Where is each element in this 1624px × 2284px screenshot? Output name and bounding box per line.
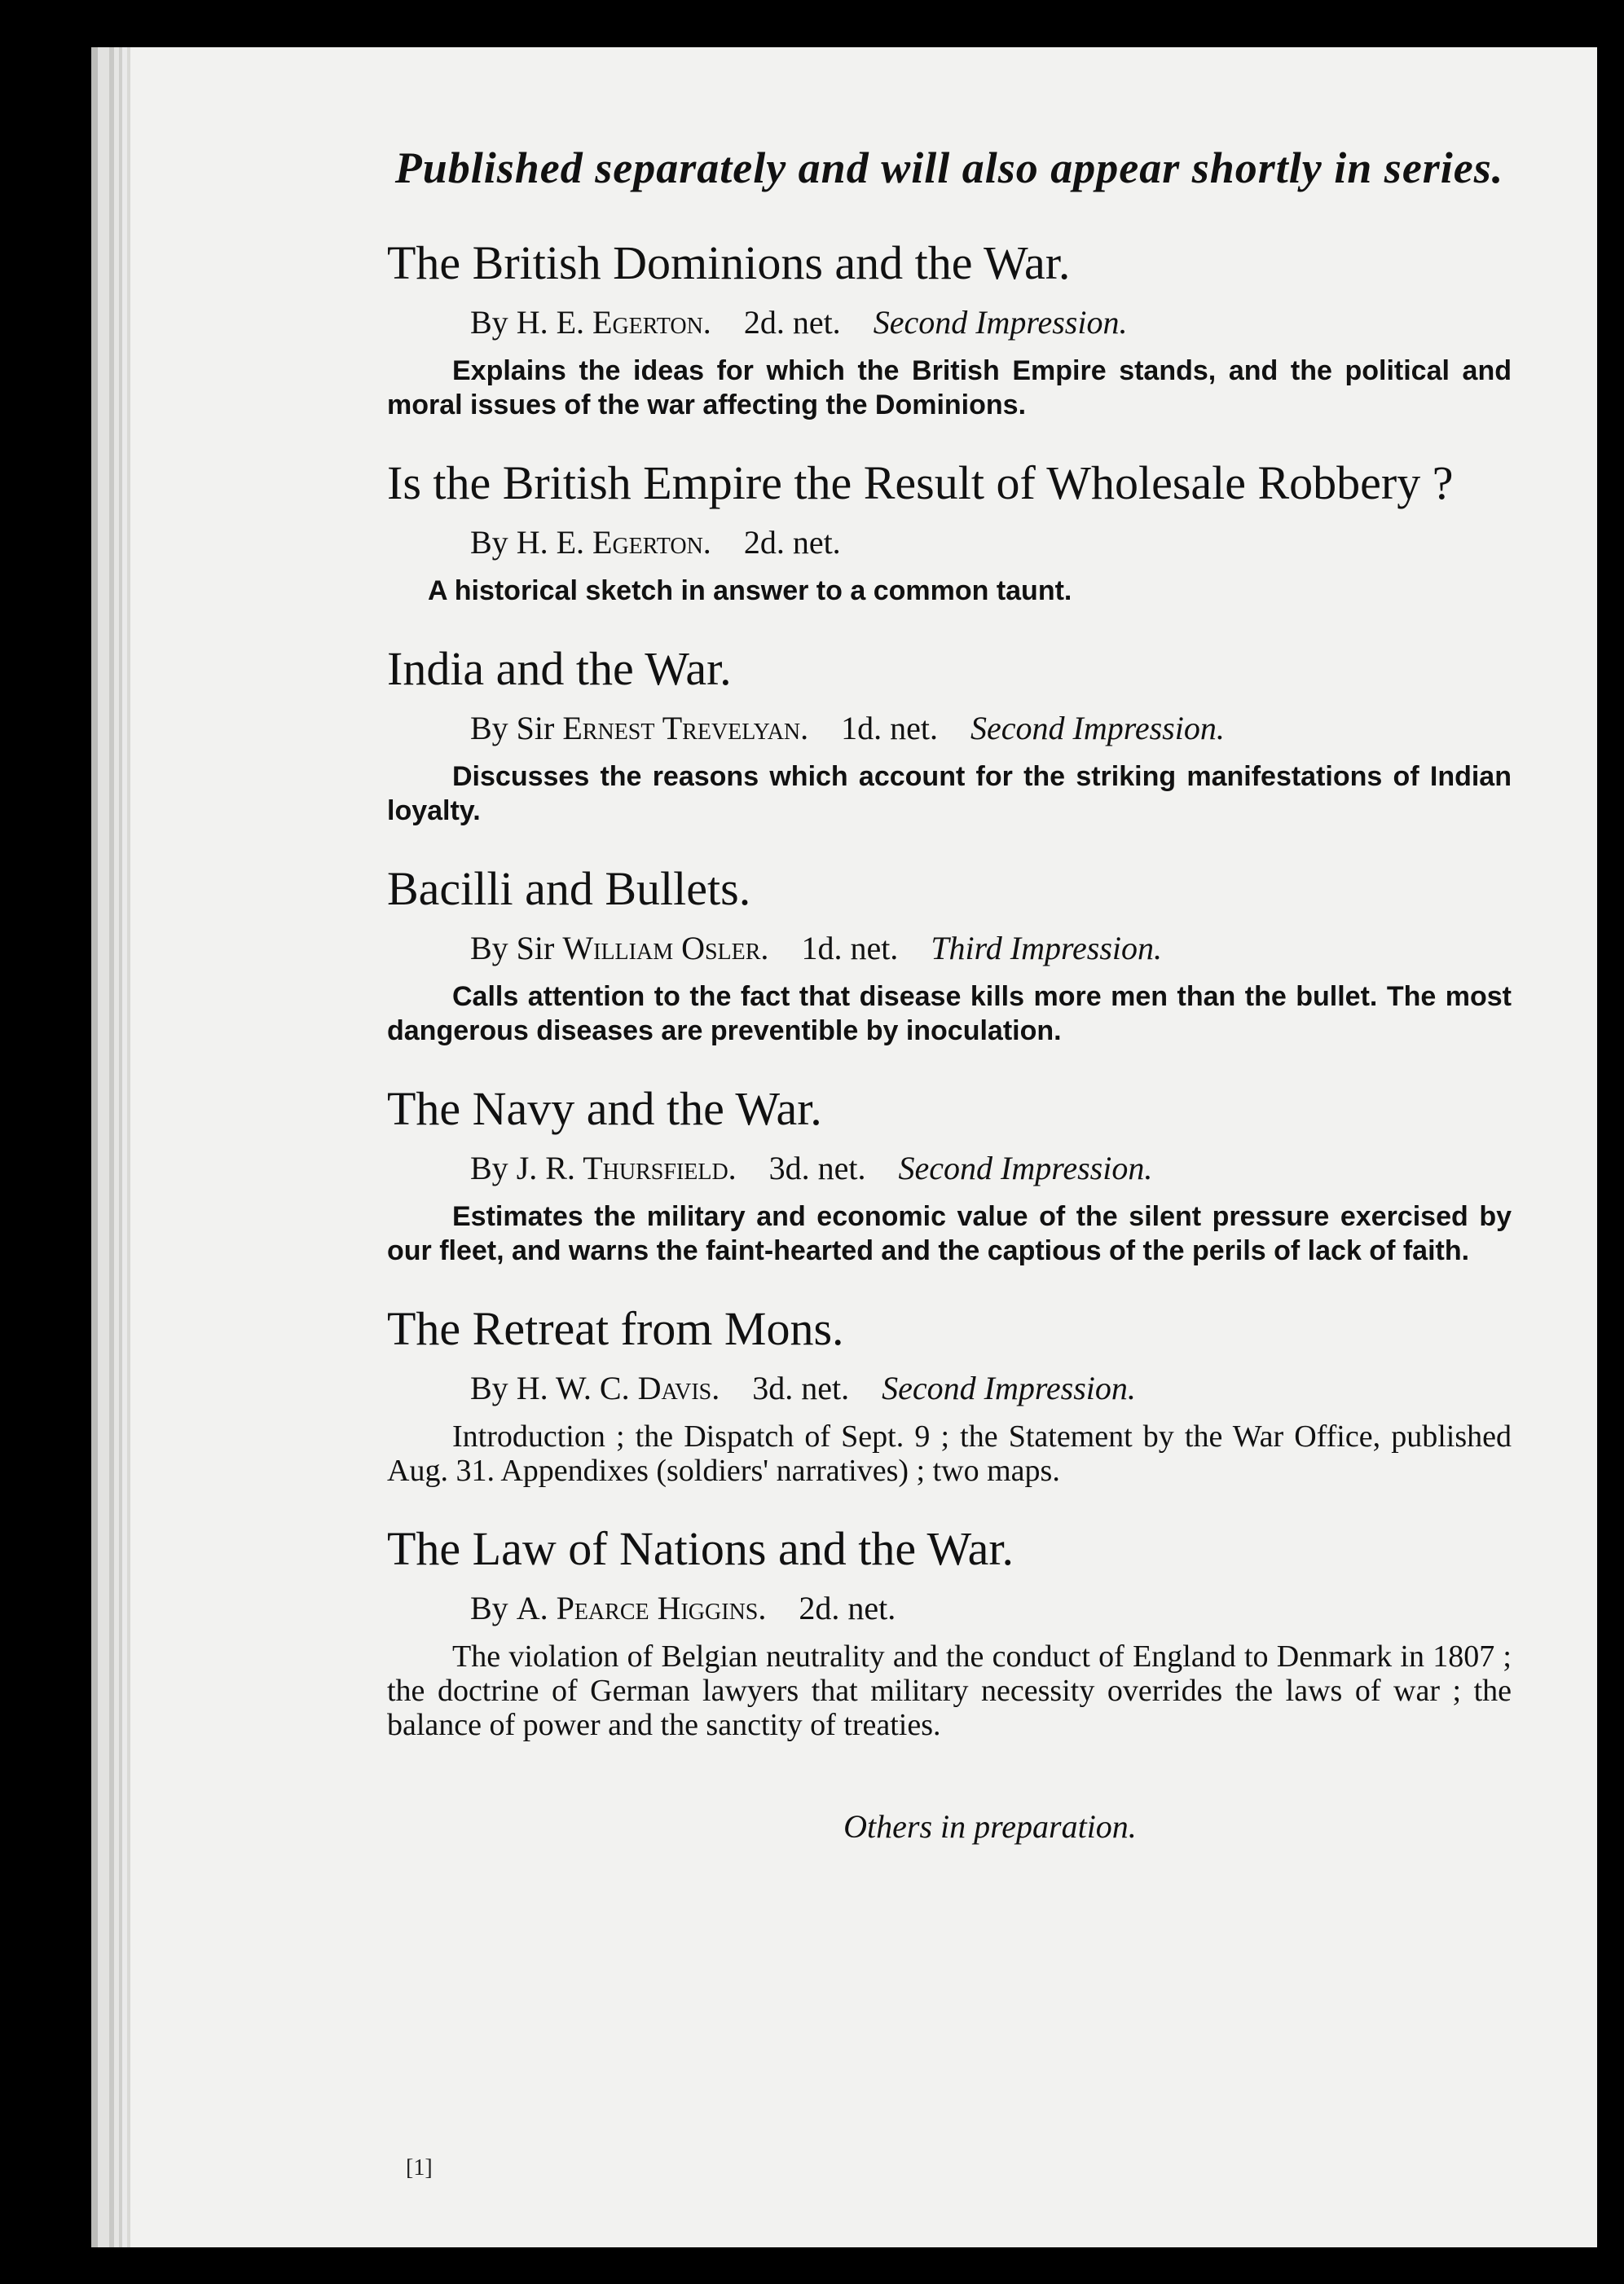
entry-price: 2d. net. — [743, 524, 841, 561]
entry-price: 3d. net. — [768, 1150, 866, 1186]
byline-prefix: By — [470, 1370, 508, 1406]
entry-description: Estimates the military and economic value of the silent pressure exercised by our fleet, and warns the faint-hearted and the captious of the perils of lack of faith. — [387, 1201, 1512, 1266]
entry-title: Is the British Empire the Result of Wholesale Robbery ? — [387, 456, 1454, 509]
book-binding-edge — [96, 57, 104, 2241]
entry-author: J. R. Thursfield. — [516, 1150, 737, 1186]
entry-author: H. E. Egerton. — [516, 524, 711, 561]
page-number: [1] — [406, 2155, 433, 2181]
entry-title: The British Dominions and the War. — [387, 236, 1071, 289]
series-header: Published separately and will also appear shortly in series. — [394, 143, 1504, 192]
publication-entry — [387, 236, 1512, 422]
entry-impression: Second Impression. — [970, 710, 1225, 746]
entry-title: India and the War. — [387, 642, 732, 695]
entry-byline — [470, 300, 1512, 345]
entry-title: Bacilli and Bullets. — [387, 862, 751, 915]
entry-impression: Second Impression. — [882, 1370, 1136, 1406]
byline-prefix: By — [470, 1590, 508, 1626]
publication-entry — [387, 1082, 1512, 1268]
publication-entry — [387, 456, 1512, 608]
entry-description: Introduction ; the Dispatch of Sept. 9 ; the Statement by the War Office, published Aug. 31. Appendixes (soldiers' narratives) ; two maps. — [387, 1419, 1512, 1488]
entry-byline — [470, 1366, 1512, 1411]
byline-prefix: By — [470, 524, 508, 561]
entry-price: 1d. net. — [841, 710, 939, 746]
entry-price: 3d. net. — [752, 1370, 850, 1406]
entry-byline — [470, 1146, 1512, 1191]
footer-note: Others in preparation. — [843, 1808, 1137, 1845]
entry-author: H. E. Egerton. — [516, 304, 711, 341]
entry-author: Ernest Trevelyan. — [562, 710, 809, 746]
entry-byline — [470, 706, 1512, 751]
entry-impression: Second Impression. — [898, 1150, 1153, 1186]
page-content — [387, 139, 1512, 1878]
entry-description: Calls attention to the fact that disease kills more men than the bullet. The most dangerous diseases are preventible by inoculation. — [387, 981, 1512, 1046]
entry-title: The Retreat from Mons. — [387, 1302, 844, 1355]
entry-price: 2d. net. — [743, 304, 841, 341]
entry-title: The Law of Nations and the War. — [387, 1522, 1014, 1575]
entry-byline — [470, 520, 1512, 565]
entry-author: H. W. C. Davis. — [516, 1370, 720, 1406]
byline-prefix: By Sir — [470, 930, 555, 966]
publication-entry — [387, 1522, 1512, 1742]
entry-price: 1d. net. — [801, 930, 899, 966]
entry-description: Explains the ideas for which the British Empire stands, and the political and moral issues of the war affecting the Dominions. — [387, 355, 1512, 420]
entry-author: William Osler. — [562, 930, 769, 966]
entry-author: A. Pearce Higgins. — [516, 1590, 767, 1626]
entry-impression: Third Impression. — [931, 930, 1163, 966]
publication-entry — [387, 1302, 1512, 1488]
entry-impression: Second Impression. — [873, 304, 1128, 341]
publication-entry — [387, 862, 1512, 1048]
byline-prefix: By — [470, 304, 508, 341]
byline-prefix: By — [470, 1150, 508, 1186]
entry-byline — [470, 926, 1512, 971]
publication-entry — [387, 642, 1512, 828]
entry-price: 2d. net. — [799, 1590, 896, 1626]
entry-description: Discusses the reasons which account for the striking manifestations of Indian loyalty. — [387, 761, 1512, 826]
entry-title: The Navy and the War. — [387, 1082, 822, 1135]
byline-prefix: By Sir — [470, 710, 555, 746]
entry-description: A historical sketch in answer to a common taunt. — [428, 575, 1072, 606]
entry-byline — [470, 1586, 1512, 1631]
entry-description: The violation of Belgian neutrality and the conduct of England to Denmark in 1807 ; the doctrine of German lawyers that military necessity overrides the laws of war ; the balance of power and the sanctity of treaties. — [387, 1639, 1512, 1742]
